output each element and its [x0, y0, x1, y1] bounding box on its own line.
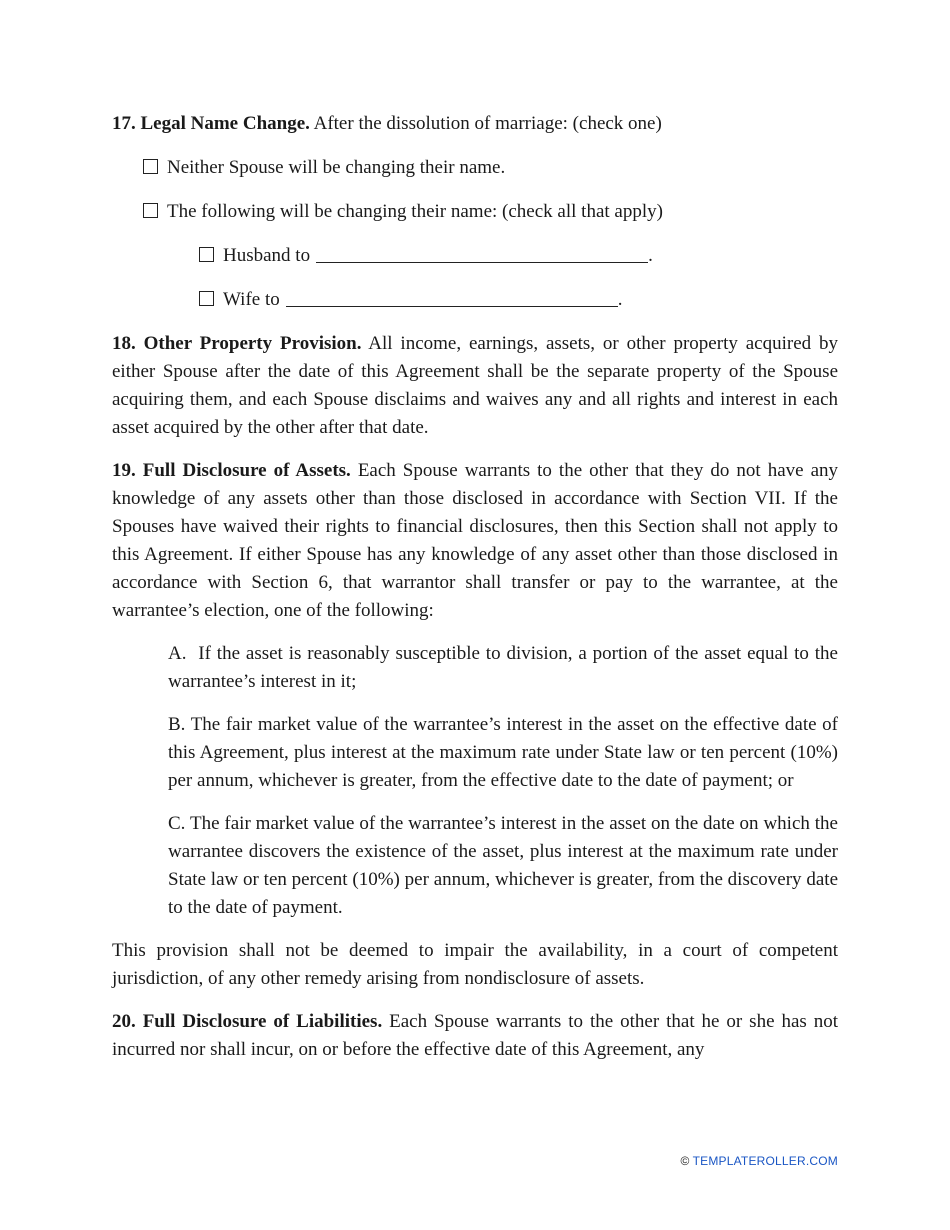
wife-checkbox[interactable] — [199, 291, 214, 306]
option-neither-label: Neither Spouse will be changing their name. — [167, 157, 506, 178]
husband-label: Husband to — [223, 245, 311, 266]
section-17-title: 17. Legal Name Change. — [112, 113, 310, 134]
wife-label: Wife to — [223, 289, 280, 310]
section-19-item-c: C. The fair market value of the warrantee’s interest in the asset on the date on which the warrantee discovers the existence of the asset, plus interest at the maximum rate under State law or ten percent (10%) per annum, whichever is greater, from the discovery date to the date of payment. — [168, 813, 838, 918]
section-19-paragraph — [112, 457, 838, 625]
husband-name-blank[interactable] — [316, 244, 648, 263]
option-husband-row — [112, 242, 838, 270]
section-19-item-b: B. The fair market value of the warrantee’s interest in the asset on the effective date of this Agreement, plus interest at the maximum rate under State law or ten percent (10%) per annum, whichever is greater, from the effective date to the date of payment; or — [168, 714, 838, 791]
husband-checkbox[interactable] — [199, 247, 214, 262]
section-20-title: 20. Full Disclosure of Liabilities. — [112, 1011, 383, 1032]
neither-checkbox[interactable] — [143, 159, 158, 174]
section-20-text: Each Spouse warrants to the other that he or she has not incurred nor shall incur, on or before the effective date of this Agreement, any — [112, 1011, 838, 1060]
option-neither-row — [112, 154, 838, 182]
option-following-row — [112, 198, 838, 226]
section-19-text: Each Spouse warrants to the other that they do not have any knowledge of any assets other than those disclosed in accordance with Section VII. If the Spouses have waived their rights to financial disclosures, then this Section shall not apply to this Agreement. If either Spouse has any knowledge of any asset other than those disclosed in accordance with Section 6, that warrantor shall transfer or pay to the warrantee, at the warrantee’s election, one of the following: — [112, 460, 839, 621]
section-20-paragraph — [112, 1008, 838, 1064]
option-wife-row — [112, 286, 838, 314]
footer-copyright — [681, 1154, 838, 1168]
option-following-label: The following will be changing their name: (check all that apply) — [167, 201, 663, 222]
section-19-title: 19. Full Disclosure of Assets. — [112, 460, 351, 481]
section-19-item-a: A. If the asset is reasonably susceptible to division, a portion of the asset equal to the warrantee’s interest in it; — [168, 643, 838, 692]
section-18-title: 18. Other Property Provision. — [112, 333, 362, 354]
section-18-paragraph — [112, 330, 838, 442]
husband-period: . — [648, 245, 653, 266]
wife-period: . — [617, 289, 623, 310]
copyright-symbol: © — [680, 1154, 690, 1168]
section-18-text: All income, earnings, assets, or other property acquired by either Spouse after the date of this Agreement shall be the separate property of the Spouse acquiring them, and each Spouse disclaims and waives any and all rights and interest in each asset acquired by the other after that date. — [112, 333, 838, 438]
section-19-closing: This provision shall not be deemed to impair the availability, in a court of competent jurisdiction, of any other remedy arising from nondisclosure of assets. — [112, 940, 838, 989]
section-17-heading — [112, 110, 838, 138]
templateroller-link[interactable]: TEMPLATEROLLER.COM — [692, 1154, 838, 1168]
wife-name-blank[interactable] — [286, 288, 618, 307]
document-page — [112, 110, 838, 1079]
following-checkbox[interactable] — [143, 203, 158, 218]
section-17-text: After the dissolution of marriage: (check one) — [309, 113, 662, 134]
